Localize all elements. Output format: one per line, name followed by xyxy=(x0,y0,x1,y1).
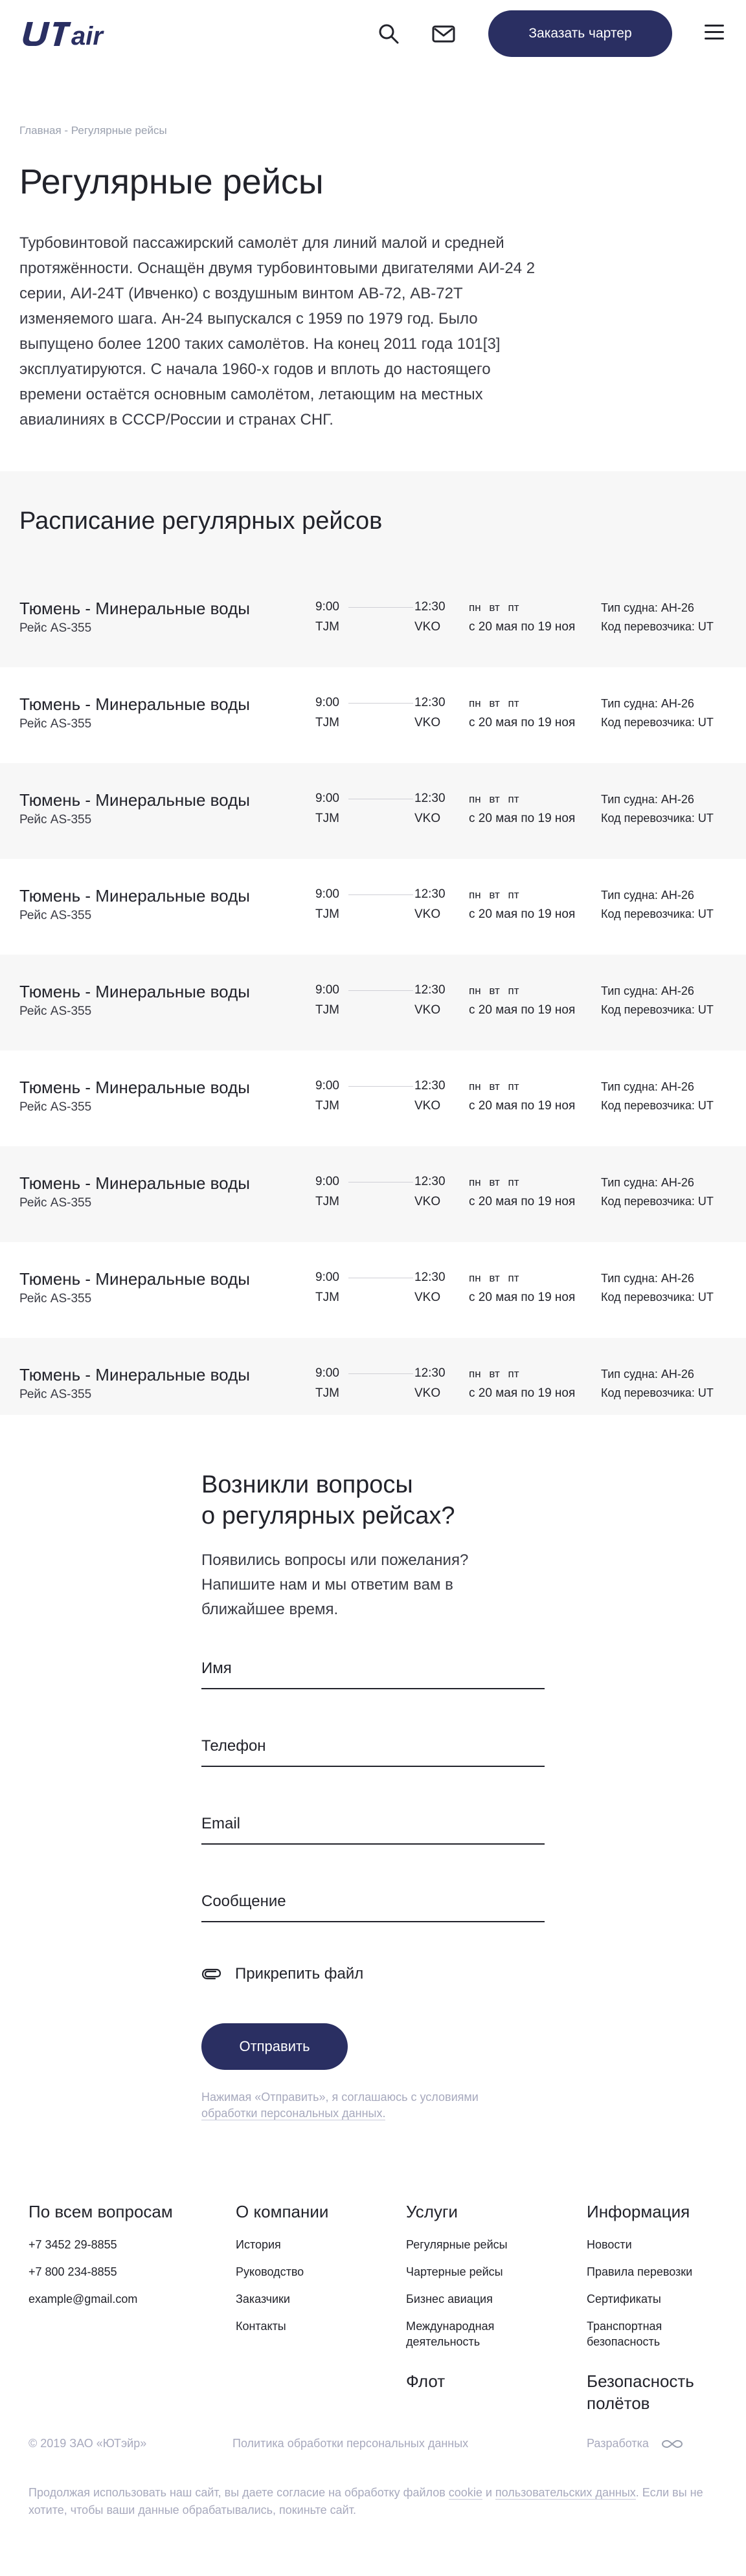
flight-days: пн вт пт xyxy=(469,889,519,901)
footer-about xyxy=(236,2201,328,2334)
aircraft-type: Тип судна: АН-26 xyxy=(601,601,694,614)
flight-duration-line xyxy=(348,1373,413,1374)
footer-phone-2[interactable]: +7 800 234-8855 xyxy=(28,2265,117,2278)
phone-input[interactable] xyxy=(201,1727,545,1766)
departure-airport: TJM xyxy=(315,716,339,729)
footer-info-heading[interactable]: Информация xyxy=(587,2202,690,2221)
footer-privacy-link[interactable]: Политика обработки персональных данных xyxy=(232,2437,469,2450)
menu-icon[interactable] xyxy=(705,25,724,40)
email-field[interactable] xyxy=(201,1767,545,1845)
departure-airport: TJM xyxy=(315,812,339,825)
form-title-line2: о регулярных рейсах? xyxy=(201,1502,455,1529)
departure-airport: TJM xyxy=(315,1195,339,1208)
form-description: Появились вопросы или пожелания? Напишите нам и мы ответим вам в ближайшее время. xyxy=(201,1551,469,1618)
footer-about-item[interactable]: Руководство xyxy=(236,2265,304,2278)
page-title: Регулярные рейсы xyxy=(19,162,324,201)
arrival-airport: VKO xyxy=(414,1291,441,1304)
arrival-time: 12:30 xyxy=(414,1366,446,1380)
disclaimer-line2: . Если вы не хотите, чтобы ваши данные обрабатывались, покиньте сайт. xyxy=(28,2486,703,2516)
footer-phone-1[interactable]: +7 3452 29-8855 xyxy=(28,2238,117,2251)
site-header xyxy=(0,0,746,428)
departure-time: 9:00 xyxy=(315,1366,339,1380)
intro-text: Турбовинтовой пассажирский самолёт для линий малой и средней протяжённости. Оснащён двумя турбовинтовыми двигателями АИ-24 2 серии, АИ-24Т (Ивченко) с воздушным винтом АВ-72, АВ-72Т изменяемого шага. Ан-24 выпускался с 1959 по 1979 год. Было выпущено более 1200 таких самолётов. На конец 2011 года 101[3] эксплуатируются. С начала 1960-х годов и вплоть до настоящего времени остаётся основным самолётом, летающим на местных авиалиниях в СССР/России и странах СНГ. xyxy=(19,234,536,428)
message-field[interactable] xyxy=(201,1845,545,1922)
flight-row[interactable] xyxy=(0,859,746,955)
flight-row[interactable] xyxy=(0,667,746,763)
departure-airport: TJM xyxy=(315,1291,339,1304)
arrival-time: 12:30 xyxy=(414,792,446,805)
svg-text:air: air xyxy=(71,22,103,47)
disclaimer-mid: и xyxy=(482,2486,495,2499)
flight-number: Рейс AS-355 xyxy=(19,1005,92,1018)
footer-services-item[interactable]: Чартерные рейсы xyxy=(406,2265,503,2278)
message-input[interactable] xyxy=(201,1882,545,1921)
form-title-line1: Возникли вопросы xyxy=(201,1471,413,1498)
developer-logo-icon xyxy=(661,2439,683,2449)
arrival-airport: VKO xyxy=(414,1003,441,1017)
flight-number: Рейс AS-355 xyxy=(19,1388,92,1401)
flight-days: пн вт пт xyxy=(469,1368,519,1380)
carrier-code: Код перевозчика: UT xyxy=(601,1291,714,1304)
aircraft-type: Тип судна: АН-26 xyxy=(601,1080,694,1093)
aircraft-type: Тип судна: АН-26 xyxy=(601,889,694,902)
schedule-section xyxy=(0,471,746,1415)
footer-safety-heading[interactable]: Безопасность полётов xyxy=(587,2371,694,2413)
cookie-link[interactable]: cookie xyxy=(448,2486,482,2499)
flight-period: с 20 мая по 19 ноя xyxy=(469,907,576,921)
flight-duration-line xyxy=(348,990,413,991)
submit-button[interactable]: Отправить xyxy=(201,2023,348,2070)
arrival-airport: VKO xyxy=(414,1099,441,1113)
aircraft-type: Тип судна: АН-26 xyxy=(601,1176,694,1189)
flight-duration-line xyxy=(348,894,413,895)
flight-period: с 20 мая по 19 ноя xyxy=(469,1099,576,1113)
aircraft-type: Тип судна: АН-26 xyxy=(601,1368,694,1381)
flight-duration-line xyxy=(348,1182,413,1183)
footer-email[interactable]: example@gmail.com xyxy=(28,2293,138,2305)
flight-duration-line xyxy=(348,1086,413,1087)
name-field[interactable] xyxy=(201,1612,545,1689)
flight-period: с 20 мая по 19 ноя xyxy=(469,1003,576,1017)
flight-number: Рейс AS-355 xyxy=(19,717,92,731)
flight-number: Рейс AS-355 xyxy=(19,1100,92,1114)
flight-number: Рейс AS-355 xyxy=(19,1292,92,1305)
form-title xyxy=(201,1469,545,1531)
departure-time: 9:00 xyxy=(315,1079,339,1093)
arrival-time: 12:30 xyxy=(414,1271,446,1284)
flight-route: Тюмень - Минеральные воды xyxy=(19,694,250,714)
arrival-time: 12:30 xyxy=(414,600,446,614)
footer-about-heading[interactable]: О компании xyxy=(236,2202,329,2221)
flight-number: Рейс AS-355 xyxy=(19,813,92,827)
footer-services-item[interactable]: Международная деятельность xyxy=(406,2320,495,2348)
flight-route: Тюмень - Минеральные воды xyxy=(19,1078,250,1097)
flight-days: пн вт пт xyxy=(469,1176,519,1188)
carrier-code: Код перевозчика: UT xyxy=(601,907,714,920)
breadcrumb[interactable]: Главная - Регулярные рейсы xyxy=(19,124,167,137)
flight-duration-line xyxy=(348,703,413,704)
flight-days: пн вт пт xyxy=(469,601,519,614)
footer-fleet-heading[interactable]: Флот xyxy=(406,2371,446,2391)
footer-contacts xyxy=(28,2201,173,2307)
arrival-airport: VKO xyxy=(414,907,441,921)
arrival-airport: VKO xyxy=(414,716,441,729)
flight-route: Тюмень - Минеральные воды xyxy=(19,886,250,905)
contact-form xyxy=(201,1469,545,2122)
flight-row[interactable] xyxy=(0,1050,746,1146)
footer-about-item[interactable]: Контакты xyxy=(236,2320,286,2333)
footer-services-heading[interactable]: Услуги xyxy=(406,2202,458,2221)
aircraft-type: Тип судна: АН-26 xyxy=(601,984,694,997)
flight-row[interactable] xyxy=(0,763,746,859)
consent-text xyxy=(201,2089,525,2122)
name-label: Имя xyxy=(201,1660,232,1677)
flight-days: пн вт пт xyxy=(469,697,519,709)
phone-field[interactable] xyxy=(201,1689,545,1767)
footer-info-item[interactable]: Транспортная безопасность xyxy=(587,2320,662,2348)
aircraft-type: Тип судна: АН-26 xyxy=(601,697,694,710)
flight-period: с 20 мая по 19 ноя xyxy=(469,1386,576,1400)
flight-period: с 20 мая по 19 ноя xyxy=(469,812,576,825)
carrier-code: Код перевозчика: UT xyxy=(601,812,714,825)
footer-contacts-heading: По всем вопросам xyxy=(28,2202,173,2221)
footer-developer-label: Разработка xyxy=(587,2437,649,2450)
departure-time: 9:00 xyxy=(315,792,339,805)
footer-info-item[interactable]: Новости xyxy=(587,2238,632,2251)
footer-about-item[interactable]: История xyxy=(236,2238,281,2251)
flight-number: Рейс AS-355 xyxy=(19,909,92,922)
flight-route: Тюмень - Минеральные воды xyxy=(19,1365,250,1384)
flight-row[interactable] xyxy=(0,1146,746,1242)
footer-services xyxy=(406,2201,536,2392)
carrier-code: Код перевозчика: UT xyxy=(601,1099,714,1112)
attach-file-label: Прикрепить файл xyxy=(235,1965,364,1982)
departure-airport: TJM xyxy=(315,1003,339,1017)
message-label: Сообщение xyxy=(201,1893,286,1910)
footer-info-item[interactable]: Сертификаты xyxy=(587,2293,661,2305)
footer-services-item[interactable]: Бизнес авиация xyxy=(406,2293,493,2305)
flight-period: с 20 мая по 19 ноя xyxy=(469,620,576,634)
consent-prefix: Нажимая «Отправить», я соглашаюсь с условиями xyxy=(201,2091,479,2104)
flight-number: Рейс AS-355 xyxy=(19,621,92,635)
departure-time: 9:00 xyxy=(315,1271,339,1284)
user-data-link[interactable]: пользовательских данных xyxy=(495,2486,636,2499)
arrival-airport: VKO xyxy=(414,812,441,825)
departure-time: 9:00 xyxy=(315,600,339,614)
footer-copyright: © 2019 ЗАО «ЮТэйр» xyxy=(28,2437,147,2450)
departure-airport: TJM xyxy=(315,1386,339,1400)
departure-airport: TJM xyxy=(315,1099,339,1113)
carrier-code: Код перевозчика: UT xyxy=(601,620,714,633)
flight-days: пн вт пт xyxy=(469,984,519,997)
schedule-title: Расписание регулярных рейсов xyxy=(19,507,383,535)
arrival-time: 12:30 xyxy=(414,887,446,901)
footer-services-item[interactable]: Регулярные рейсы xyxy=(406,2238,508,2251)
arrival-time: 12:30 xyxy=(414,1175,446,1188)
email-label: Email xyxy=(201,1815,241,1832)
flight-days: пн вт пт xyxy=(469,793,519,805)
aircraft-type: Тип судна: АН-26 xyxy=(601,793,694,806)
flight-period: с 20 мая по 19 ноя xyxy=(469,1291,576,1304)
departure-time: 9:00 xyxy=(315,1175,339,1188)
flight-period: с 20 мая по 19 ноя xyxy=(469,1195,576,1208)
flight-row[interactable] xyxy=(0,955,746,1050)
departure-airport: TJM xyxy=(315,620,339,634)
email-input[interactable] xyxy=(201,1804,545,1843)
flight-duration-line xyxy=(348,607,413,608)
flight-row[interactable] xyxy=(0,572,746,667)
carrier-code: Код перевозчика: UT xyxy=(601,716,714,729)
departure-time: 9:00 xyxy=(315,696,339,709)
carrier-code: Код перевозчика: UT xyxy=(601,1003,714,1016)
carrier-code: Код перевозчика: UT xyxy=(601,1386,714,1399)
flight-route: Тюмень - Минеральные воды xyxy=(19,790,250,810)
flight-number: Рейс AS-355 xyxy=(19,1196,92,1210)
footer-about-item[interactable]: Заказчики xyxy=(236,2293,290,2305)
flight-row[interactable] xyxy=(0,1242,746,1338)
flight-route: Тюмень - Минеральные воды xyxy=(19,1269,250,1289)
arrival-time: 12:30 xyxy=(414,1079,446,1093)
arrival-time: 12:30 xyxy=(414,983,446,997)
arrival-airport: VKO xyxy=(414,1195,441,1208)
flight-period: с 20 мая по 19 ноя xyxy=(469,716,576,729)
consent-link[interactable]: обработки персональных данных. xyxy=(201,2107,386,2120)
arrival-airport: VKO xyxy=(414,1386,441,1400)
search-icon[interactable] xyxy=(377,22,400,45)
mail-icon[interactable] xyxy=(431,22,457,45)
name-input[interactable] xyxy=(201,1649,545,1688)
order-charter-button[interactable]: Заказать чартер xyxy=(488,10,672,57)
departure-airport: TJM xyxy=(315,907,339,921)
utair-logo[interactable] xyxy=(19,21,135,47)
cookie-disclaimer xyxy=(28,2484,728,2519)
departure-time: 9:00 xyxy=(315,887,339,901)
flight-days: пн вт пт xyxy=(469,1080,519,1093)
footer-info-item[interactable]: Правила перевозки xyxy=(587,2265,693,2278)
arrival-time: 12:30 xyxy=(414,696,446,709)
flight-route: Тюмень - Минеральные воды xyxy=(19,599,250,618)
footer-developer[interactable] xyxy=(587,2437,683,2450)
flight-route: Тюмень - Минеральные воды xyxy=(19,1173,250,1193)
paperclip-icon xyxy=(201,1966,222,1982)
departure-time: 9:00 xyxy=(315,983,339,997)
arrival-airport: VKO xyxy=(414,620,441,634)
attach-file-button[interactable] xyxy=(201,1961,545,1987)
carrier-code: Код перевозчика: UT xyxy=(601,1195,714,1208)
disclaimer-prefix: Продолжая использовать наш сайт, вы даете согласие на обработку файлов xyxy=(28,2486,449,2499)
flight-row[interactable] xyxy=(0,1338,746,1434)
flight-route: Тюмень - Минеральные воды xyxy=(19,982,250,1001)
phone-label: Телефон xyxy=(201,1737,266,1755)
footer-info xyxy=(587,2201,716,2414)
flight-days: пн вт пт xyxy=(469,1272,519,1284)
aircraft-type: Тип судна: АН-26 xyxy=(601,1272,694,1285)
